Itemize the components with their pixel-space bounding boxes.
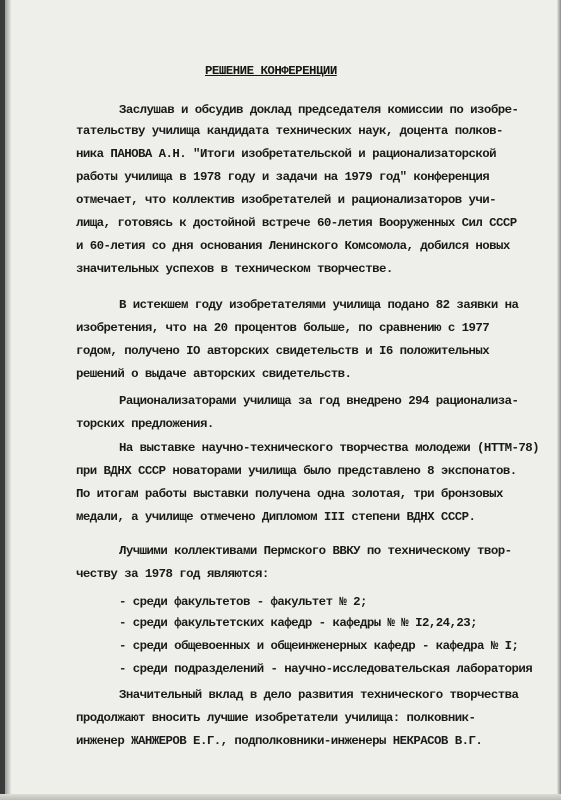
text-line-3: ника ПАНОВА А.Н. "Итоги изобретательской и рационализаторской bbox=[76, 147, 497, 161]
text-line-13: Рационализаторами училища за год внедрено 294 рационализа- bbox=[119, 394, 519, 408]
scan-right-shadow bbox=[557, 0, 561, 800]
text-line-15: На выставке научно-технического творчества молодежи (НТТМ-78) bbox=[119, 441, 540, 455]
text-line-20: честву за 1978 год являются: bbox=[76, 567, 269, 581]
text-line-1: Заслушав и обсудив доклад председателя комиссии по изобре- bbox=[119, 103, 519, 117]
text-line-10: изобретения, что на 20 процентов больше, по сравнению с 1977 bbox=[76, 321, 490, 335]
text-line-4: работы училища в 1978 году и задачи на 1979 год" конференция bbox=[76, 170, 490, 184]
list-item-general-departments: - среди общевоенных и общеинженерных кафедр - кафедра № I; bbox=[119, 639, 519, 653]
scan-left-shadow bbox=[5, 0, 11, 800]
text-line-25: Значительный вклад в дело развития технического творчества bbox=[119, 688, 519, 702]
text-line-2: тательству училища кандидата технических наук, доцента полков- bbox=[76, 124, 503, 138]
text-line-16: при ВДНХ СССР новаторами училища было представлено 8 экспонатов. bbox=[76, 464, 517, 478]
text-line-11: годом, получено IO авторских свидетельств и I6 положительных bbox=[76, 344, 490, 358]
text-line-5: отмечает, что коллектив изобретателей и рационализаторов учи- bbox=[76, 193, 497, 207]
text-line-7: и 60-летия со дня основания Ленинского Комсомола, добился новых bbox=[76, 239, 510, 253]
text-line-19: Лучшими коллективами Пермского ВВКУ по техническому твор- bbox=[119, 544, 512, 558]
text-line-26: продолжают вносить лучшие изобретатели училища: полковник- bbox=[76, 711, 476, 725]
text-line-9: В истекшем году изобретателями училища подано 82 заявки на bbox=[119, 298, 519, 312]
text-line-12: решений о выдаче авторских свидетельств. bbox=[76, 367, 352, 381]
text-line-18: медали, а училище отмечено Дипломом III степени ВДНХ СССР. bbox=[76, 510, 476, 524]
document-title: РЕШЕНИЕ КОНФЕРЕНЦИИ bbox=[205, 64, 337, 78]
scan-bottom-shadow bbox=[0, 794, 561, 800]
text-line-14: торских предложения. bbox=[76, 417, 214, 431]
list-item-faculty: - среди факультетов - факультет № 2; bbox=[119, 595, 367, 609]
text-line-8: значительных успехов в техническом творчестве. bbox=[76, 262, 393, 276]
text-line-17: По итогам работы выставки получена одна золотая, три бронзовых bbox=[76, 487, 503, 501]
text-line-6: лища, готовясь к достойной встрече 60-летия Вооруженных Сил СССР bbox=[76, 216, 517, 230]
list-item-faculty-departments: - среди факультетских кафедр - кафедры № № I2,24,23; bbox=[119, 616, 478, 630]
text-line-27: инженер ЖАНЖЕРОВ Е.Г., подполковники-инженеры НЕКРАСОВ В.Г. bbox=[76, 734, 483, 748]
list-item-subdivisions: - среди подразделений - научно-исследовательская лаборатория bbox=[119, 662, 533, 676]
